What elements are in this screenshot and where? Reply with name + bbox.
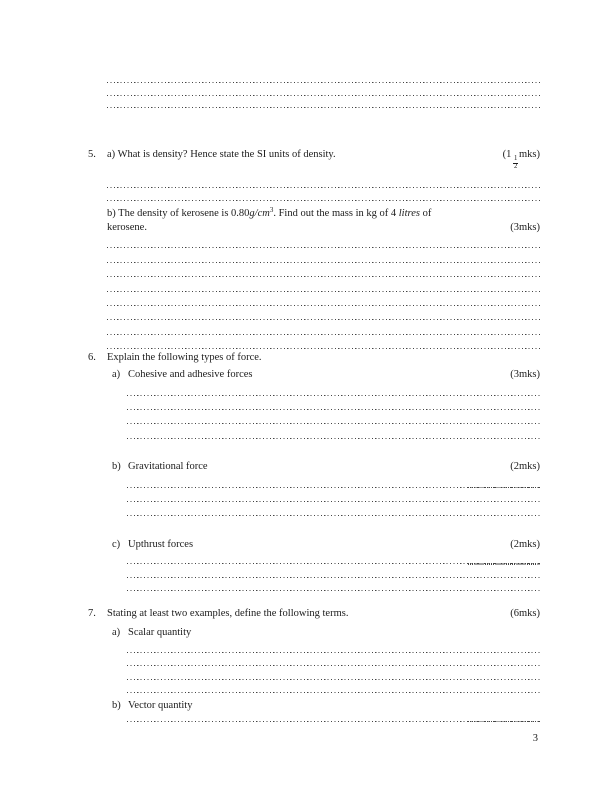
question-text: a) What is density? Hence state the SI units of density. <box>107 148 336 160</box>
question-7a <box>112 626 540 640</box>
fraction-numerator: 1 <box>514 155 518 162</box>
text-segment: b) The density of kerosene is <box>107 208 232 220</box>
page-number: 3 <box>532 733 538 745</box>
marks-badge: (6mks) <box>510 607 540 619</box>
answer-line <box>107 306 540 320</box>
item-text: Gravitational force <box>128 460 208 472</box>
question-6c <box>112 538 540 552</box>
answer-line <box>107 321 540 335</box>
q6c-answer-lines <box>88 551 540 592</box>
q7a-answer-lines <box>88 640 540 694</box>
question-number: 7. <box>88 607 96 619</box>
answer-line <box>107 292 540 306</box>
answer-line <box>107 249 540 263</box>
answer-line <box>127 502 540 516</box>
density-value: 0.80 <box>231 208 250 220</box>
question-text <box>107 207 540 221</box>
text-segment: of <box>419 208 432 220</box>
q7b-answer-lines <box>88 712 540 722</box>
answer-line <box>127 488 540 502</box>
fraction-denominator: 2 <box>514 162 518 170</box>
q5b-answer-lines <box>88 234 540 349</box>
answer-line <box>107 188 540 202</box>
answer-line <box>127 424 540 438</box>
page-content <box>0 71 612 746</box>
answer-line <box>107 174 540 188</box>
q6b-answer-lines <box>88 473 540 516</box>
answer-line <box>107 84 540 97</box>
question-number: 5. <box>88 148 96 160</box>
quantity-value: 4 <box>390 208 397 220</box>
answer-line <box>127 565 540 579</box>
answer-line <box>127 381 540 395</box>
answer-line <box>107 71 540 84</box>
question-text-line2 <box>107 221 540 235</box>
marks-prefix: (1 <box>502 148 512 160</box>
item-label: b) <box>112 699 121 711</box>
question-6a <box>112 368 540 382</box>
answer-line <box>107 234 540 248</box>
marks-badge: (3mks) <box>510 221 540 233</box>
question-7 <box>88 607 540 621</box>
answer-line <box>127 578 540 592</box>
text-segment: . Find out the mass in kg of <box>273 208 391 220</box>
unit-exponent: 3 <box>269 206 274 215</box>
top-answer-lines <box>88 71 540 109</box>
marks-badge: (3mks) <box>510 368 540 380</box>
question-6b <box>112 460 540 474</box>
question-5a <box>88 148 540 171</box>
item-text: Scalar quantity <box>128 627 192 639</box>
half-fraction <box>513 156 518 170</box>
density-unit: g/cm <box>249 208 270 220</box>
question-text: Explain the following types of force. <box>107 352 262 364</box>
answer-line <box>127 396 540 410</box>
marks-badge: (2mks) <box>510 460 540 472</box>
answer-line <box>127 667 540 681</box>
answer-line <box>107 263 540 277</box>
answer-line <box>127 410 540 424</box>
answer-line <box>127 653 540 667</box>
item-text: Upthrust forces <box>128 538 194 550</box>
text-segment: kerosene. <box>107 221 147 233</box>
question-7b <box>112 699 540 713</box>
marks-badge: (2mks) <box>510 538 540 550</box>
q6a-answer-lines <box>88 381 540 439</box>
answer-line <box>127 712 540 722</box>
question-6 <box>88 351 540 365</box>
answer-line <box>107 277 540 291</box>
q5a-answer-lines <box>88 174 540 201</box>
answer-line <box>107 335 540 349</box>
item-label: a) <box>112 368 121 380</box>
answer-line <box>127 551 540 565</box>
question-text: Stating at least two examples, define the following terms. <box>107 607 349 619</box>
item-text: Cohesive and adhesive forces <box>128 368 253 380</box>
question-number: 6. <box>88 352 96 364</box>
answer-line <box>107 96 540 109</box>
answer-line <box>127 640 540 654</box>
answer-line <box>127 473 540 487</box>
item-label: c) <box>112 538 121 550</box>
marks-badge <box>503 148 540 171</box>
quantity-unit: litres <box>396 208 420 220</box>
marks-suffix: mks) <box>519 148 540 160</box>
answer-line <box>127 680 540 694</box>
question-5b <box>107 207 540 234</box>
item-label: a) <box>112 627 121 639</box>
item-label: b) <box>112 460 121 472</box>
item-text: Vector quantity <box>128 699 193 711</box>
